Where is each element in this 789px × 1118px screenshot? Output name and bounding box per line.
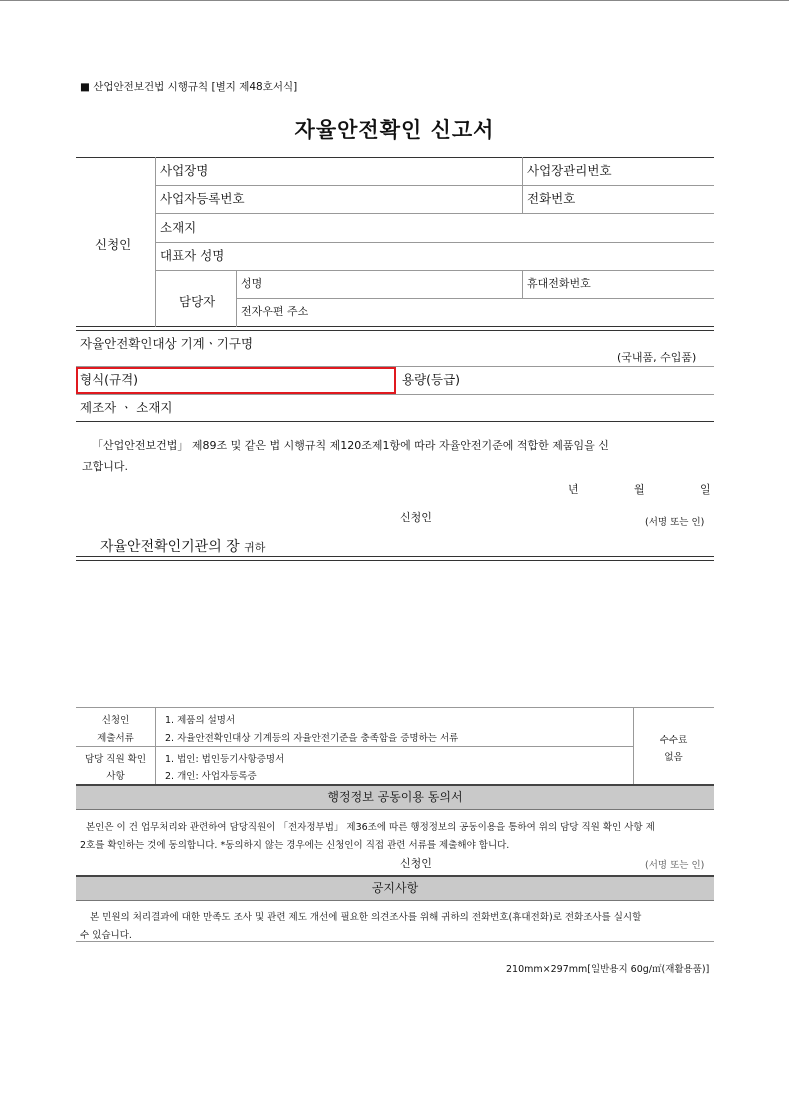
consent-line-2: 2호를 확인하는 것에 동의합니다. *동의하지 않는 경우에는 신청인이 직접 관련 서류를 제출해야 합니다. bbox=[80, 840, 510, 851]
contact-label: 담당자 bbox=[179, 294, 216, 309]
business-name-field[interactable]: 사업장명 bbox=[160, 163, 209, 178]
recipient-suffix: 귀하 bbox=[244, 541, 266, 554]
machine-name-field[interactable]: 자율안전확인대상 기계ㆍ기구명 bbox=[80, 336, 254, 351]
manufacturer-field[interactable]: 제조자 ㆍ 소재지 bbox=[80, 400, 173, 415]
check-label-1: 담당 직원 확인 bbox=[84, 754, 147, 765]
consent-line-1: 본인은 이 건 업무처리와 관련하여 담당직원이 「전자정부법」 제36조에 따른 행정정보의 공동이용을 통하여 위의 담당 직원 확인 사항 제 bbox=[86, 822, 655, 833]
notice-line-1: 본 민원의 처리결과에 대한 만족도 조사 및 관련 제도 개선에 필요한 의견조사를 위해 귀하의 전화번호(휴대전화)로 전화조사를 실시할 bbox=[90, 912, 642, 923]
check-label-2: 사항 bbox=[106, 771, 125, 782]
submit-docs-label-2: 제출서류 bbox=[97, 733, 134, 744]
sign-note[interactable]: (서명 또는 인) bbox=[645, 517, 705, 528]
representative-field[interactable]: 대표자 성명 bbox=[160, 248, 225, 263]
fee-label: 수수료 bbox=[659, 735, 688, 746]
applicant-sign-label: 신청인 bbox=[400, 511, 432, 524]
email-field[interactable]: 전자우편 주소 bbox=[241, 305, 309, 318]
applicant-section-label: 신청인 bbox=[95, 237, 132, 252]
recipient-name: 자율안전확인기관의 장 bbox=[100, 539, 240, 555]
check-item-1: 1. 법인: 법인등기사항증명서 bbox=[165, 754, 285, 765]
fee-value: 없음 bbox=[664, 752, 683, 763]
notice-line-2: 수 있습니다. bbox=[80, 930, 132, 941]
declaration-line-2: 고합니다. bbox=[82, 460, 129, 473]
consent-applicant-label: 신청인 bbox=[400, 857, 432, 870]
capacity-field[interactable]: 용량(등급) bbox=[402, 372, 461, 387]
month-field[interactable]: 월 bbox=[634, 483, 645, 496]
origin-note: (국내품, 수입품) bbox=[617, 351, 697, 364]
mobile-field[interactable]: 휴대전화번호 bbox=[527, 277, 591, 290]
notice-header-bar bbox=[76, 875, 714, 901]
business-reg-no-field[interactable]: 사업자등록번호 bbox=[160, 191, 245, 206]
submit-item-2: 2. 자율안전확인대상 기계등의 자율안전기준을 충족함을 증명하는 서류 bbox=[165, 733, 459, 744]
business-mgmt-no-field[interactable]: 사업장관리번호 bbox=[527, 163, 612, 178]
top-border bbox=[0, 0, 789, 1]
declaration-line-1: 「산업안전보건법」 제89조 및 같은 법 시행규칙 제120조제1항에 따라 자율안전기준에 적합한 제품임을 신 bbox=[92, 439, 609, 452]
section-divider bbox=[76, 326, 714, 331]
day-field[interactable]: 일 bbox=[700, 483, 711, 496]
paper-spec: 210mm×297mm[일반용지 60g/㎡(재활용품)] bbox=[506, 964, 710, 975]
check-item-2: 2. 개인: 사업자등록증 bbox=[165, 771, 257, 782]
consent-sign-note[interactable]: (서명 또는 인) bbox=[645, 860, 705, 871]
address-field[interactable]: 소재지 bbox=[160, 220, 197, 235]
contact-name-field[interactable]: 성명 bbox=[241, 277, 263, 290]
notice-header: 공지사항 bbox=[371, 881, 419, 895]
consent-header-bar bbox=[76, 784, 714, 810]
submit-item-1: 1. 제품의 설명서 bbox=[165, 715, 236, 726]
submit-docs-label-1: 신청인 bbox=[101, 715, 130, 726]
phone-field[interactable]: 전화번호 bbox=[527, 191, 576, 206]
consent-header: 행정정보 공동이용 동의서 bbox=[327, 790, 463, 804]
year-field[interactable]: 년 bbox=[568, 483, 579, 496]
recipient-line bbox=[100, 536, 265, 556]
form-title: 자율안전확인 신고서 bbox=[294, 118, 495, 142]
law-reference: ■ 산업안전보건법 시행규칙 [별지 제48호서식] bbox=[80, 81, 298, 93]
declaration-bottom-divider bbox=[76, 556, 714, 561]
model-spec-field[interactable]: 형식(규격) bbox=[80, 372, 139, 387]
notice-bottom-line bbox=[76, 941, 714, 942]
table-top-line bbox=[76, 157, 714, 158]
